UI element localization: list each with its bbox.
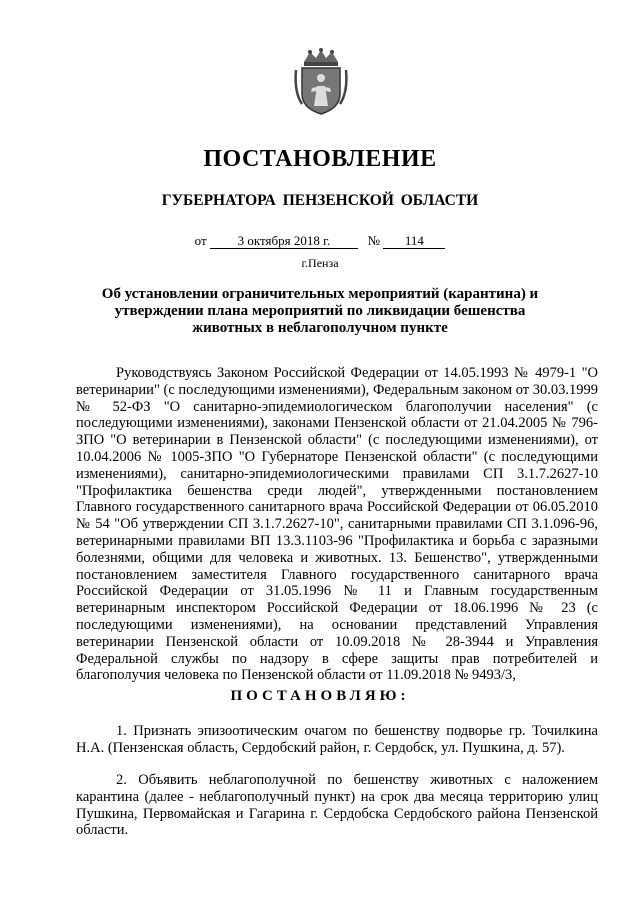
document-title: ПОСТАНОВЛЕНИЕ (203, 146, 437, 172)
clause-1: 1. Признать эпизоотическим очагом по бешенству подворье гр. Точилкина Н.А. (Пензенская область, Сердобский район, г. Сердобск, ул. Пушкина, д. 57). (76, 723, 598, 756)
city-label: г.Пенза (301, 256, 339, 270)
date-prefix: от (194, 233, 207, 248)
date-number-line (0, 233, 640, 249)
document-subtitle: ГУБЕРНАТОРА ПЕНЗЕНСКОЙ ОБЛАСТИ (161, 192, 479, 209)
document-heading: Об установлении ограничительных мероприятий (карантина) и утверждении плана мероприятий по ликвидации бешенства животных в неблагополучном пункте (101, 286, 539, 336)
preamble-paragraph: Руководствуясь Законом Российской Федерации от 14.05.1993 № 4979-1 "О ветеринарии" (с последующими изменениями), Федеральным законом от 30.03.1999 № 52-ФЗ "О санитарно-эпидемиологическом благополучии населения" (с последующими изменениями), законами Пензенской области от 21.04.2005 № 796-ЗПО "О ветеринарии в Пензенской области" (с последующими изменениями), от 10.04.2006 № 1005-ЗПО "О Губернаторе Пензенской области" (с последующими изменениями), санитарно-эпидемиологическими правилами СП 3.1.7.2627-10 "Профилактика бешенства среди людей", утвержденными постановлением Главного государственного санитарного врача Российской Федерации от 06.05.2010 № 54 "Об утверждении СП 3.1.7.2627-10", санитарными правилами СП 3.1.096-96, ветеринарными правилами ВП 13.3.1103-96 "Профилактика и борьба с заразными болезнями, общими для человека и животных. 13. Бешенство", утвержденными постановлением заместителя Главного государственного санитарного врача Российской Федерации от 31.05.1996 № 11 и Главным государственным ветеринарным инспектором Российской Федерации от 18.06.1996 № 23 (с последующими изменениями), на основании представлений Управления ветеринарии Пензенской области от 10.09.2018 № 28-3944 и Управления Федеральной службы по надзору в сфере защиты прав потребителей и благополучия человека по Пензенской области от 11.09.2018 № 9493/3, (76, 365, 598, 684)
clause-2: 2. Объявить неблагополучной по бешенству животных с наложением карантина (далее - неблагополучный пункт) на срок два месяца территорию улиц Пушкина, Первомайская и Гагарина г. Сердобска Сердобского района Пензенской области. (76, 772, 598, 839)
number-value: 114 (383, 233, 445, 249)
date-value: 3 октября 2018 г. (210, 233, 358, 249)
decree-word: ПОСТАНОВЛЯЮ: (230, 688, 410, 704)
number-prefix: № (367, 233, 381, 248)
coat-of-arms-icon (292, 48, 350, 118)
